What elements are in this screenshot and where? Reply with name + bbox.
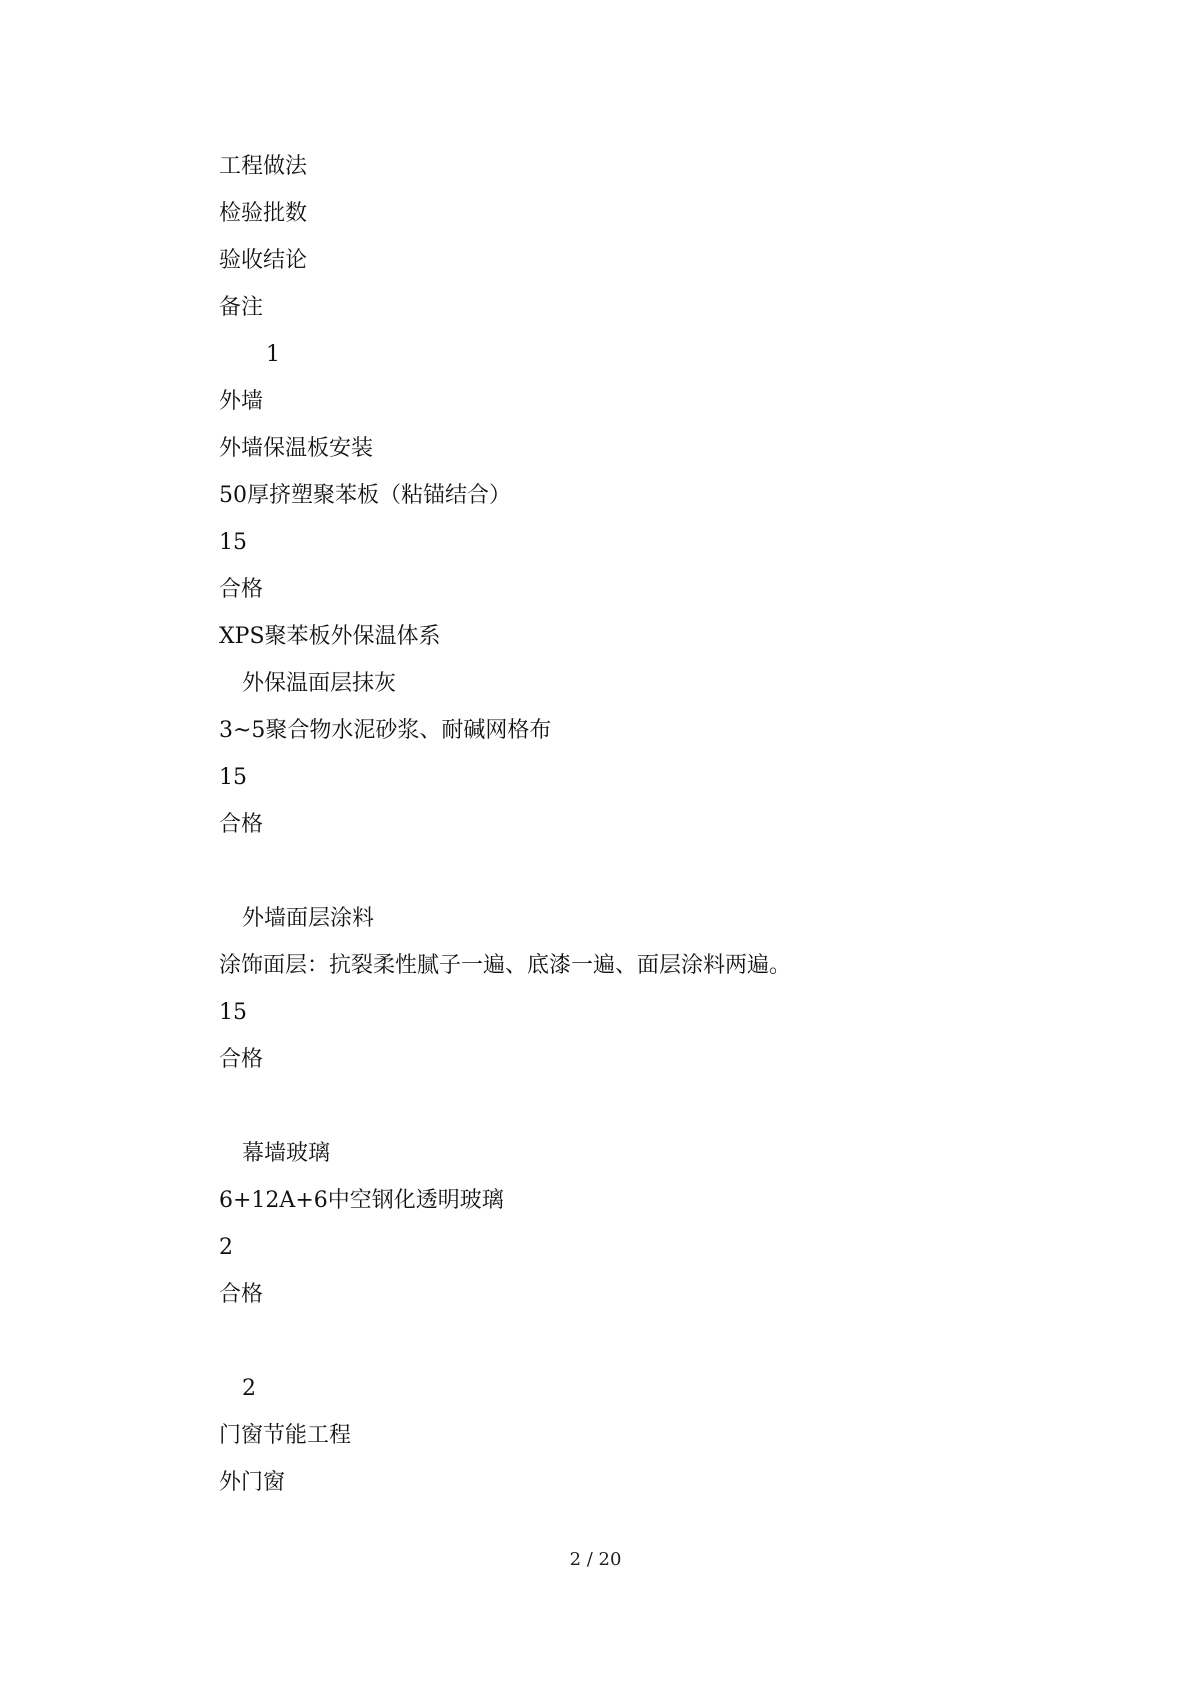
text-line: 合格 — [219, 1282, 264, 1307]
text-line: 备注 — [219, 295, 264, 320]
text-line: 门窗节能工程 — [219, 1423, 352, 1448]
text-line: 15 — [219, 765, 247, 790]
text-line: 幕墙玻璃 — [242, 1141, 331, 1166]
text-line: 2 — [219, 1235, 233, 1260]
text-line: 外墙面层涂料 — [242, 906, 375, 931]
text-line: 检验批数 — [219, 201, 308, 226]
text-line: 外门窗 — [219, 1470, 286, 1495]
page-number: 2 / 20 — [569, 1549, 622, 1570]
text-line: 外保温面层抹灰 — [242, 671, 397, 696]
text-line: 工程做法 — [219, 154, 308, 179]
text-line: 15 — [219, 1000, 247, 1025]
text-line: 50厚挤塑聚苯板（粘锚结合） — [219, 483, 511, 508]
text-line: 外墙 — [219, 389, 264, 414]
text-line: 3~5聚合物水泥砂浆、耐碱网格布 — [219, 718, 552, 743]
text-line: 涂饰面层：抗裂柔性腻子一遍、底漆一遍、面层涂料两遍。 — [219, 953, 792, 978]
text-line: 验收结论 — [219, 248, 308, 273]
text-line: 合格 — [219, 812, 264, 837]
text-line: 合格 — [219, 1047, 264, 1072]
text-line: 外墙保温板安装 — [219, 436, 374, 461]
text-line: 15 — [219, 530, 247, 555]
text-line: 1 — [266, 342, 280, 367]
text-line: 6+12A+6中空钢化透明玻璃 — [219, 1188, 504, 1213]
text-line: 2 — [242, 1376, 256, 1401]
text-line: 合格 — [219, 577, 264, 602]
text-line: XPS聚苯板外保温体系 — [219, 624, 441, 649]
